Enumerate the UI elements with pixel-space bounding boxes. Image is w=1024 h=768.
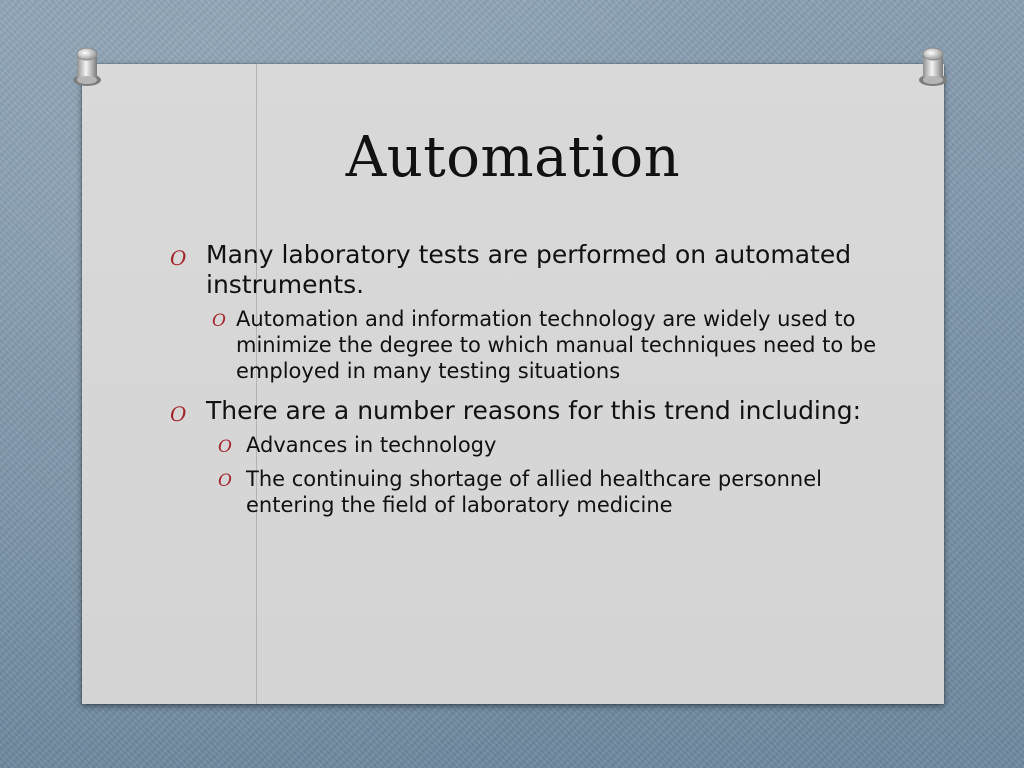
pushpin-icon	[916, 40, 950, 88]
slide-title: Automation	[345, 125, 681, 190]
bullet-list	[170, 240, 890, 526]
bullet-text: Many laboratory tests are performed on automated instruments.	[206, 240, 852, 299]
bullet-marker-icon: O	[218, 437, 232, 457]
bullet-item	[170, 240, 890, 300]
sub-bullet-item	[170, 466, 890, 518]
bullet-text: There are a number reasons for this trend including:	[206, 396, 862, 425]
sub-bullet-item	[170, 306, 890, 384]
bullet-marker-icon: O	[218, 471, 232, 491]
sub-bullet-text: Automation and information technology are widely used to minimize the degree to which manual techniques need to be employed in many testing situations	[236, 307, 877, 383]
sub-bullet-text: Advances in technology	[246, 433, 497, 457]
bullet-item	[170, 396, 890, 426]
bullet-marker-icon: O	[212, 311, 226, 331]
pushpin-icon	[70, 40, 104, 88]
bullet-marker-icon: O	[170, 246, 187, 270]
sub-bullet-text: The continuing shortage of allied healthcare personnel entering the field of laboratory medicine	[246, 467, 822, 517]
bullet-marker-icon: O	[170, 402, 187, 426]
sub-bullet-item	[170, 432, 890, 458]
